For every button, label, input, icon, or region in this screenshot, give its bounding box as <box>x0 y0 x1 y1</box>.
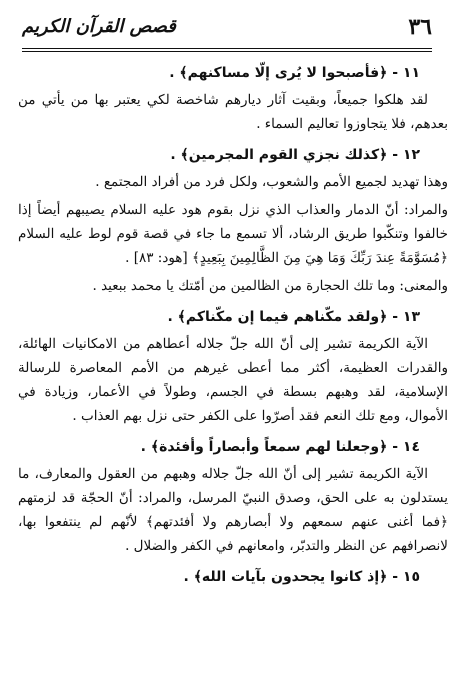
section-heading-11: ١١ - ﴿فأصبحوا لا يُرى إلّا مساكنهم﴾ . <box>169 65 420 81</box>
paragraph: وهذا تهديد لجميع الأمم والشعوب، ولكل فرد من أفراد المجتمع . <box>95 174 448 190</box>
paragraph: الآية الكريمة تشير إلى أنّ الله جلّ جلاله وهبهم من العقول والمعارف، ما يستدلون به على الحق، وصدق النبيّ المرسل، والمراد: أنّ الحجّة قد لزمتهم ﴿فما أغنى عنهم سمعهم ولا أبصارهم ولا أفئدتهم﴾ لأنّهم لم ينتفعوا بها، لانصرافهم عن النظر والتدبّر، وامعانهم في الكفر والضلال . <box>18 466 448 554</box>
section-heading-12: ١٢ - ﴿كذلك نجزي القوم المجرمين﴾ . <box>170 147 420 163</box>
paragraph: لقد هلكوا جميعاً، وبقيت آثار ديارهم شاخصة لكي يعتبر بها من يأتي من بعدهم، فلا يتجاوزوا تعاليم السماء . <box>18 92 448 132</box>
paragraph: الآية الكريمة تشير إلى أنّ الله جلّ جلاله أعطاهم من الامكانيات الهائلة، والقدرات العظيمة، أكثر مما أعطى غيرهم من الأمم المعاصرة للرسالة الإسلامية، لقد وهبهم بسطة في الجسم، وطولاً في الأعمار، وزيادة في الأموال، ومع تلك النعم فقد أصرّوا على الكفر حتى نزل بهم العذاب . <box>18 336 448 424</box>
paragraph: والمعنى: وما تلك الحجارة من الظالمين من أمّتك يا محمد ببعيد . <box>92 278 448 294</box>
running-title: قصص القرآن الكريم <box>22 16 176 37</box>
page-number: ٣٦ <box>408 14 432 40</box>
page-header <box>22 8 432 48</box>
paragraph: والمراد: أنّ الدمار والعذاب الذي نزل بقوم هود عليه السلام يصيبهم أيضاً إذا خالفوا وتنكّبوا طريق الرشاد، ألا تسمع ما جاء في قصة قوم لوط عليه السلام ﴿مُسَوَّمَةً عِندَ رَبِّكَ وَمَا هِيَ مِنَ الظَّالِمِينَ بِبَعِيدٍ﴾ [هود: ٨٣] . <box>18 202 448 266</box>
section-heading-15: ١٥ - ﴿إذ كانوا يجحدون بآيات الله﴾ . <box>183 569 420 585</box>
section-heading-13: ١٣ - ﴿ولقد مكّناهم فيما إن مكّناكم﴾ . <box>167 309 420 325</box>
header-rule <box>22 48 432 52</box>
section-heading-14: ١٤ - ﴿وجعلنا لهم سمعاً وأبصاراً وأفئدة﴾ . <box>140 439 420 455</box>
page-content <box>18 58 448 592</box>
